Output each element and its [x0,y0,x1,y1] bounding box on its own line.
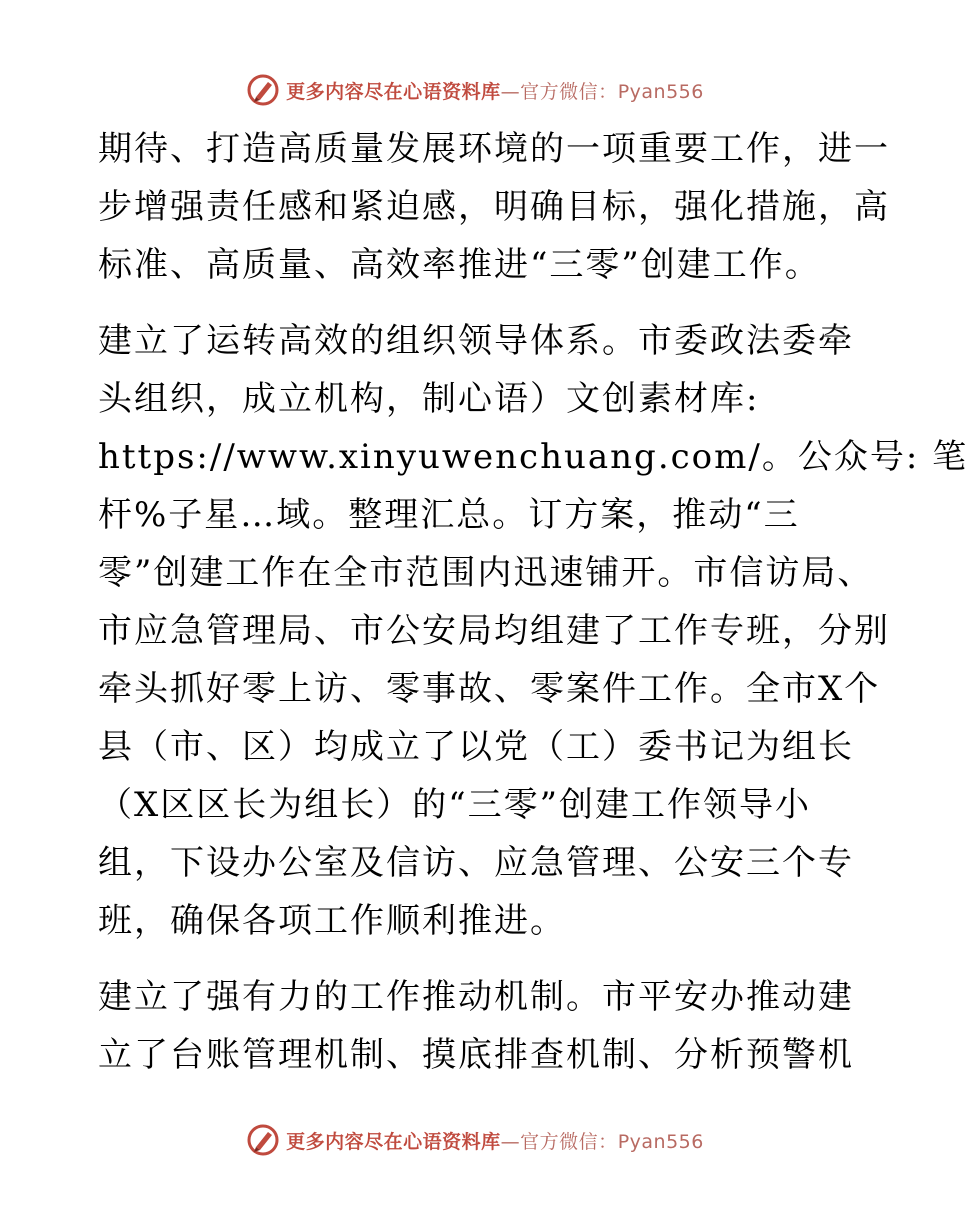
text-line: 标准、高质量、高效率推进“三零”创建工作。 [98,245,821,285]
paragraph-1 [98,120,890,294]
header-watermark-text [286,77,704,104]
text-line: 市应急管理局、市公安局均组建了工作专班，分别 [98,611,890,651]
text-line: 立了台账管理机制、摸底排查机制、分析预警机 [98,1035,854,1075]
footer-watermark-id: Pyan556 [617,1130,704,1153]
pen-logo-icon [246,73,280,107]
header-watermark [0,70,950,110]
header-watermark-main: 更多内容尽在心语资料库 [286,80,501,103]
footer-watermark-main: 更多内容尽在心语资料库 [286,1130,501,1153]
header-watermark-id: Pyan556 [617,80,704,103]
paragraph-3 [98,968,858,1084]
text-line: 建立了运转高效的组织领导体系。市委政法委牵 [98,321,854,361]
text-line: 杆%子星…域。整理汇总。订方案，推动“三 [98,495,800,535]
text-line: 县（市、区）均成立了以党（工）委书记为组长 [98,727,854,767]
text-line: 牵头抓好零上访、零事故、零案件工作。全市X个 [98,669,881,709]
paragraph-2 [98,312,968,950]
header-watermark-sep: —官方微信： [500,80,618,103]
text-line: 组，下设办公室及信访、应急管理、公安三个专 [98,843,854,883]
footer-watermark-text [286,1127,704,1154]
footer-watermark-sep: —官方微信： [500,1130,618,1153]
text-line: 期待、打造高质量发展环境的一项重要工作，进一 [98,129,890,169]
text-line: 班，确保各项工作顺利推进。 [98,901,566,941]
document-body [98,120,968,1102]
text-line: 零”创建工作在全市范围内迅速铺开。市信访局、 [98,553,874,593]
text-line: 步增强责任感和紧迫感，明确目标，强化措施，高 [98,187,890,227]
text-line: 建立了强有力的工作推动机制。市平安办推动建 [98,977,854,1017]
pen-logo-icon [246,1123,280,1157]
text-line: （X区区长为组长）的“三零”创建工作领导小 [98,785,811,825]
text-line: 头组织，成立机构，制心语）文创素材库: [98,379,760,419]
text-line: https://www.xinyuwenchuang.com/。公众号: 笔 [98,437,968,477]
footer-watermark [0,1120,950,1160]
